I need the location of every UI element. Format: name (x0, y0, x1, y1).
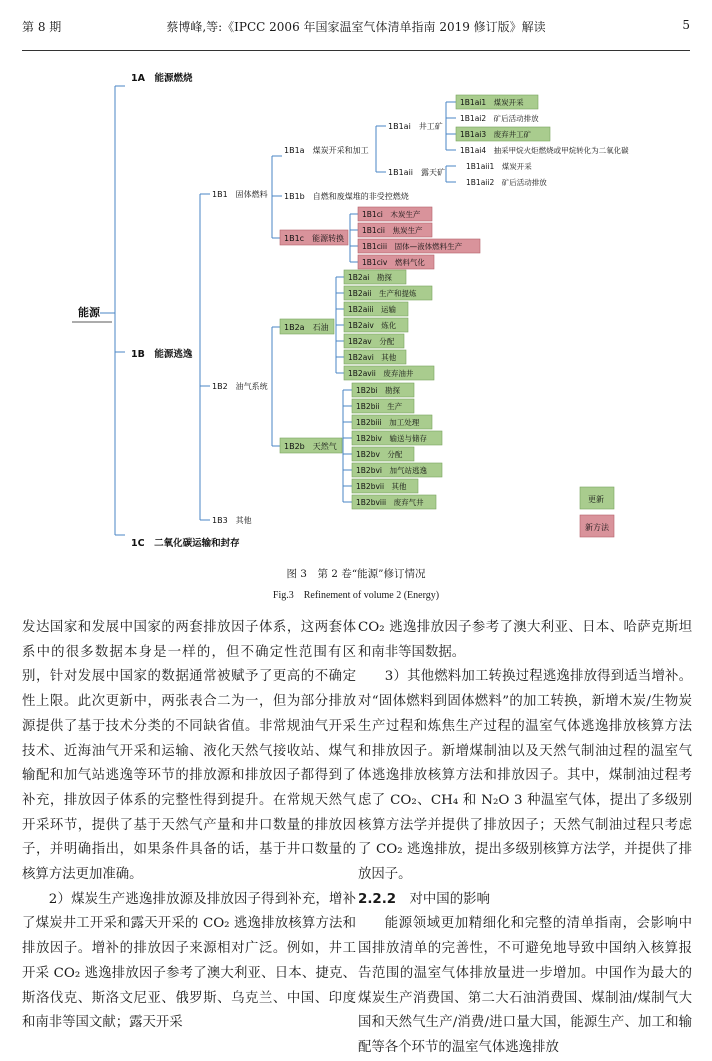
node-1B1aii: 1B1aii 露天矿 (388, 168, 446, 177)
figure-caption-en: Fig.3 Refinement of volume 2 (Energy) (272, 590, 440, 601)
node-1B1c: 1B1c 能源转换 (284, 234, 345, 243)
leaf-1B1ai3: 1B1ai3 废弃井工矿 (460, 130, 532, 139)
leaf-1B1aii2: 1B1aii2 矿后活动排放 (466, 178, 547, 187)
right-column (358, 616, 692, 1061)
node-1A: 1A 能源燃烧 (131, 73, 193, 84)
left-paragraph-2: 2）煤炭生产逃逸排放源及排放因子得到补充，增补了煤炭井工开采和露天开采的 CO₂ 逃逸排放核算方法和排放因子。增补的排放因子来源相对广泛。例如，井工开采 CO₂ 逃逸排放因子参考了澳大利亚、日本、捷克、斯洛伐克、斯洛文尼亚、俄罗斯、乌克兰、中国、印度和南非等国文献；露天开采 (22, 891, 356, 1031)
node-1B1b: 1B1b 自燃和废煤堆的非受控燃烧 (284, 192, 409, 201)
leaf-1B2biii: 1B2biii 加工处理 (356, 418, 420, 427)
section-number: 2.2.2 (358, 891, 397, 907)
leaf-1B2bi: 1B2bi 勘探 (356, 386, 401, 395)
leaf-1B2avii: 1B2avii 废弃油井 (348, 369, 414, 378)
node-1B2: 1B2 油气系统 (212, 382, 268, 391)
leaf-1B1civ: 1B1civ 燃料气化 (362, 258, 425, 267)
right-paragraph-3: 能源领域更加精细化和完整的清单指南，会影响中国排放清单的完善性，不可避免地导致中国纳入核算报告范围的温室气体排放量进一步增加。中国作为最大的煤炭生产消费国、第二大石油消费国、煤制油/煤制气大国和天然气生产/消费/进口量大国，能源生产、加工和输配等各个环节的温室气体逃逸排放 (358, 916, 692, 1055)
legend-new-label: 新方法 (585, 523, 609, 532)
node-1B: 1B 能源逃逸 (131, 349, 193, 360)
section-title: 对中国的影响 (409, 891, 490, 907)
node-1B3: 1B3 其他 (212, 516, 252, 525)
page-number: 5 (682, 18, 690, 32)
node-1B2a: 1B2a 石油 (284, 323, 329, 332)
leaf-1B2avi: 1B2avi 其他 (348, 353, 397, 362)
leaf-1B1ciii: 1B1ciii 固体—液体燃料生产 (362, 242, 463, 251)
right-paragraph-1: CO₂ 逃逸排放因子参考了澳大利亚、日本、哈萨克斯坦和南非等国数据。 (358, 620, 692, 660)
leaf-1B2bv: 1B2bv 分配 (356, 450, 403, 459)
leaf-1B2bviii: 1B2bviii 废弃气井 (356, 498, 424, 507)
leaf-1B2biv: 1B2biv 输送与储存 (356, 434, 427, 443)
node-1B1a: 1B1a 煤炭开采和加工 (284, 146, 369, 155)
node-1B2b: 1B2b 天然气 (284, 442, 337, 451)
leaf-1B2bii: 1B2bii 生产 (356, 402, 403, 411)
running-header (0, 18, 712, 38)
leaf-1B2av: 1B2av 分配 (348, 337, 395, 346)
node-energy-root: 能源 (78, 306, 100, 319)
section-heading (358, 888, 692, 913)
leaf-1B2aiii: 1B2aiii 运输 (348, 305, 397, 314)
leaf-1B2aiv: 1B2aiv 炼化 (348, 321, 397, 330)
leaf-1B2bvii: 1B2bvii 其他 (356, 482, 407, 491)
leaf-1B1cii: 1B1cii 焦炭生产 (362, 226, 423, 235)
leaf-1B1ai2: 1B1ai2 矿后活动排放 (460, 114, 539, 123)
node-1B1: 1B1 固体燃料 (212, 190, 268, 199)
leaf-1B2bvi: 1B2bvi 加气站逃逸 (356, 466, 427, 475)
legend-update-label: 更新 (588, 495, 604, 504)
leaf-1B2ai: 1B2ai 勘探 (348, 273, 392, 282)
right-paragraph-2: 3）其他燃料加工转换过程逃逸排放得到适当增补。对“固体燃料到固体燃料”的加工转换，新增木炭/生物炭生产过程和炼焦生产过程的温室气体逃逸排放核算方法和排放因子。新增煤制油以及天然气制油过程的温室气体逃逸排放核算方法和排放因子。其中，煤制油过程考虑了 CO₂、CH₄ 和 N₂O 3 种温室气体，提出了多级别核算方法学并提供了排放因子；天然气制油过程只考虑了 CO₂ 逃逸排放，提出多级别核算方法学，并提供了排放因子。 (358, 669, 692, 883)
energy-tree-figure (0, 60, 712, 560)
figure-legend (580, 487, 614, 537)
left-column (22, 616, 356, 1036)
leaf-1B1aii1: 1B1aii1 煤炭开采 (466, 162, 532, 171)
gas-leaves (352, 383, 442, 509)
leaf-1B1ci: 1B1ci 木炭生产 (362, 210, 421, 219)
left-paragraph-1: 发达国家和发展中国家的两套排放因子体系，这两套体系中的很多数据本身是一样的，但不确定性范围有区别，针对发展中国家的数据通常被赋予了更高的不确定性上限。此次更新中，两张表合二为一，但为部分排放源提供了基于技术分类的不同缺省值。非常规油气开采技术、近海油气开采和运输、液化天然气接收站、煤气输配和加气站逃逸等环节的排放源和排放因子都得到了补充，排放因子体系的完整性得到提升。在常规天然气开采环节，提供了基于天然气产量和井口数量的排放因子，并明确指出，如果条件具备的话，基于井口数量的核算方法更加准确。 (22, 620, 356, 883)
issue-number: 第 8 期 (22, 20, 62, 34)
node-1C: 1C 二氧化碳运输和封存 (131, 538, 240, 549)
oil-leaves (344, 270, 434, 380)
leaf-1B1ai4: 1B1ai4 抽采甲烷火炬燃烧或甲烷转化为二氧化碳 (460, 146, 629, 155)
running-title: 蔡博峰,等:《IPCC 2006 年国家温室气体清单指南 2019 修订版》解读 (166, 20, 546, 34)
header-rule (22, 50, 690, 51)
node-1B1ai: 1B1ai 井工矿 (388, 122, 443, 131)
figure-caption-cn: 图 3 第 2 卷“能源”修订情况 (286, 568, 426, 580)
leaf-1B1ai1: 1B1ai1 煤炭开采 (460, 98, 524, 107)
leaf-1B2aii: 1B2aii 生产和提炼 (348, 289, 417, 298)
